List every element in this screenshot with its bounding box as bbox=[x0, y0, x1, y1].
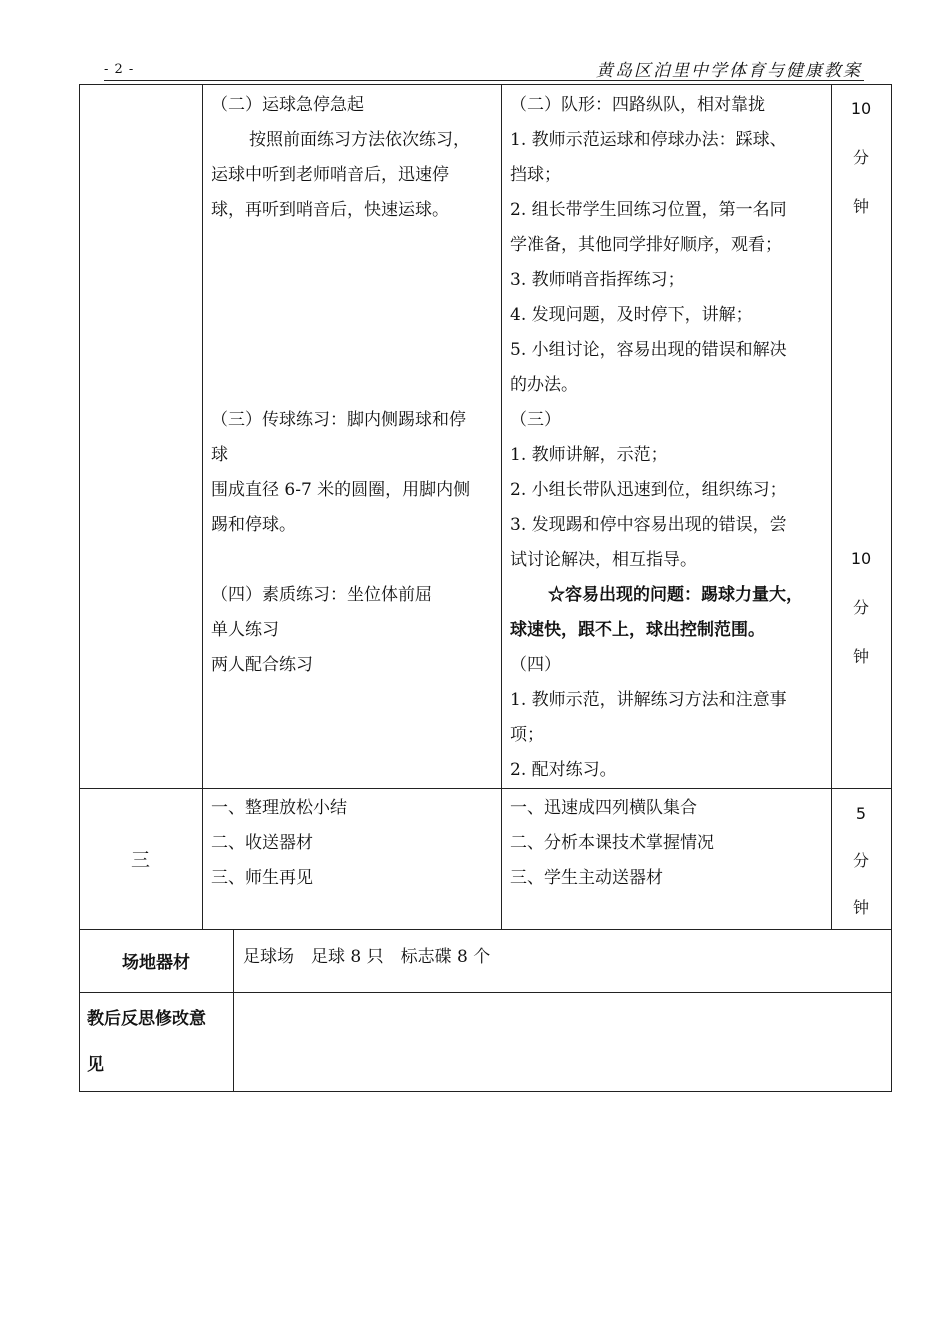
method-line: 试讨论解决，相互指导。 bbox=[510, 550, 697, 570]
table-border-right bbox=[891, 84, 892, 1092]
school-title: 黄岛区泊里中学体育与健康教案 bbox=[596, 61, 862, 81]
content-title: （四）素质练习：坐位体前屈 bbox=[211, 585, 432, 605]
reflection-label bbox=[87, 996, 206, 1088]
reflection-label-line: 教后反思修改意 bbox=[87, 1009, 206, 1029]
method-line: （三） bbox=[510, 410, 561, 430]
section3-method bbox=[510, 791, 714, 896]
time-unit: 钟 bbox=[852, 197, 869, 216]
content-title: （三）传球练习：脚内侧踢球和停 bbox=[211, 410, 466, 430]
content-block-dribble bbox=[211, 88, 470, 228]
content-line: 运球中听到老师哨音后，迅速停 bbox=[211, 165, 449, 185]
time-value: 10 bbox=[850, 549, 872, 568]
method-line: （二）队形：四路纵队，相对靠拢 bbox=[510, 95, 765, 115]
time-unit: 分 bbox=[852, 851, 869, 870]
content-line: 三、师生再见 bbox=[211, 868, 313, 888]
part-label-three: 三 bbox=[130, 849, 150, 871]
method-line: 2. 小组长带队迅速到位，组织练习； bbox=[510, 480, 787, 500]
content-block-fitness bbox=[211, 578, 432, 683]
time-value: 5 bbox=[855, 804, 867, 823]
time-cell-dribble bbox=[831, 84, 891, 231]
time-unit: 分 bbox=[852, 598, 869, 617]
equipment-label: 场地器材 bbox=[122, 953, 190, 973]
col-divider-2 bbox=[501, 84, 502, 929]
time-cell-section3 bbox=[831, 790, 891, 931]
content-line: 按照前面练习方法依次练习， bbox=[249, 130, 470, 150]
content-line: 踢和停球。 bbox=[211, 515, 296, 535]
method-line: 二、分析本课技术掌握情况 bbox=[510, 833, 714, 853]
method-line: （四） bbox=[510, 655, 561, 675]
time-value: 10 bbox=[850, 99, 872, 118]
common-problem-note: ☆容易出现的问题：踢球力量大， bbox=[548, 585, 803, 605]
content-line: 一、整理放松小结 bbox=[211, 798, 347, 818]
method-line: 学准备，其他同学排好顺序，观看； bbox=[510, 235, 782, 255]
method-line: 5. 小组讨论，容易出现的错误和解决 bbox=[510, 340, 787, 360]
content-block-passing bbox=[211, 403, 470, 543]
method-line: 1. 教师示范，讲解练习方法和注意事 bbox=[510, 690, 787, 710]
content-line: 球，再听到哨音后，快速运球。 bbox=[211, 200, 449, 220]
method-line: 3. 教师哨音指挥练习； bbox=[510, 270, 685, 290]
method-line: 挡球； bbox=[510, 165, 561, 185]
col-divider-bottom bbox=[233, 929, 234, 1092]
method-column bbox=[510, 88, 803, 788]
method-line: 一、迅速成四列横队集合 bbox=[510, 798, 697, 818]
content-line: 两人配合练习 bbox=[211, 655, 313, 675]
col-divider-1 bbox=[202, 84, 203, 929]
content-title: （二）运球急停急起 bbox=[211, 95, 364, 115]
content-line: 围成直径 6-7 米的圆圈，用脚内侧 bbox=[211, 480, 471, 500]
method-line: 4. 发现问题，及时停下，讲解； bbox=[510, 305, 753, 325]
row-line-reflection bbox=[79, 992, 891, 993]
method-line: 的办法。 bbox=[510, 375, 578, 395]
method-line: 3. 发现踢和停中容易出现的错误，尝 bbox=[510, 515, 787, 535]
time-unit: 钟 bbox=[852, 898, 869, 917]
method-line: 2. 配对练习。 bbox=[510, 760, 617, 780]
content-line: 单人练习 bbox=[211, 620, 279, 640]
row-line-bottom bbox=[79, 1091, 891, 1092]
content-title-cont: 球 bbox=[211, 445, 228, 465]
method-line: 2. 组长带学生回练习位置，第一名同 bbox=[510, 200, 787, 220]
method-line: 项； bbox=[510, 725, 544, 745]
time-unit: 钟 bbox=[852, 647, 869, 666]
method-line: 1. 教师讲解，示范； bbox=[510, 445, 668, 465]
method-line: 1. 教师示范运球和停球办法：踩球、 bbox=[510, 130, 787, 150]
time-unit: 分 bbox=[852, 148, 869, 167]
section3-content bbox=[211, 791, 347, 896]
method-line: 三、学生主动送器材 bbox=[510, 868, 663, 888]
common-problem-note-cont: 球速快，跟不上，球出控制范围。 bbox=[510, 620, 765, 640]
header-rule bbox=[104, 80, 864, 81]
row-line-top bbox=[79, 84, 891, 85]
reflection-label-line: 见 bbox=[87, 1055, 104, 1075]
time-cell-passing bbox=[831, 534, 891, 681]
equipment-value: 足球场 足球 8 只 标志碟 8 个 bbox=[243, 947, 491, 967]
page-number: - 2 - bbox=[104, 62, 135, 77]
content-line: 二、收送器材 bbox=[211, 833, 313, 853]
